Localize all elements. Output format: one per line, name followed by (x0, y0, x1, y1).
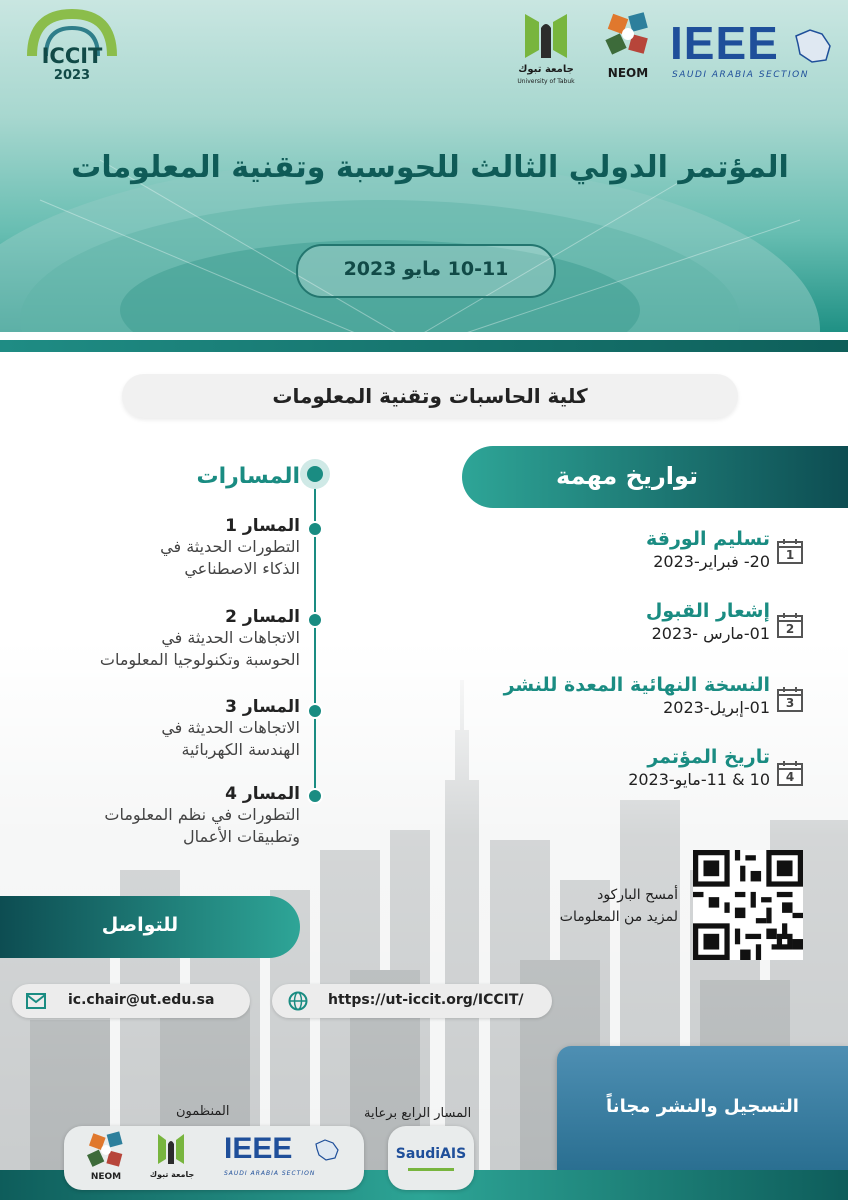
timeline-dot (307, 521, 323, 537)
track-desc-line2: وتطبيقات الأعمال (183, 827, 300, 846)
qr-caption (500, 884, 678, 928)
free-registration-text: التسجيل والنشر مجاناً (606, 1096, 799, 1117)
track-desc-line2: الحوسبة وتكنولوجيا المعلومات (99, 650, 300, 669)
conference-dates: 10-11 مايو 2023 (343, 258, 509, 280)
calendar-icon (777, 686, 803, 712)
email-pill[interactable] (12, 984, 250, 1018)
neom-emblem-icon (86, 1130, 126, 1170)
sponsor-name: SaudiAIS (395, 1146, 467, 1162)
timeline-dot (307, 612, 323, 628)
tabuk-logo-arabic: جامعة تبوك (518, 64, 574, 75)
timeline-start-dot (300, 459, 330, 489)
date-item-title: إشعار القبول (645, 600, 770, 622)
organizers-logos (64, 1126, 364, 1190)
qr-code[interactable] (693, 850, 803, 960)
email-link[interactable]: ic.chair@ut.edu.sa (68, 992, 215, 1008)
contact-header (0, 896, 300, 958)
date-item-conference (470, 746, 770, 789)
calendar-number: 3 (785, 696, 795, 710)
track-name: المسار 2 (225, 607, 300, 627)
contact-heading: للتواصل (101, 914, 179, 936)
track-desc-line1: الاتجاهات الحديثة في (161, 718, 300, 737)
track-item-3 (0, 697, 300, 761)
calendar-number: 1 (785, 548, 795, 562)
important-dates-header (462, 446, 848, 508)
footer-ieee-section: SAUDI ARABIA SECTION (224, 1170, 316, 1177)
calendar-icon (777, 612, 803, 638)
calendar-number: 2 (785, 622, 795, 636)
calendar-icon (777, 760, 803, 786)
college-name-pill (122, 374, 738, 418)
date-item-title: تاريخ المؤتمر (647, 746, 770, 768)
qr-caption-line1: أمسح الباركود (597, 887, 678, 903)
tabuk-emblem-icon (521, 10, 571, 62)
track-name: المسار 1 (225, 516, 300, 536)
tracks-heading: المسارات (196, 464, 300, 489)
iccit-logo-name: ICCIT (41, 44, 103, 68)
iccit-logo (22, 8, 122, 83)
sponsor-logo-box (388, 1126, 474, 1190)
track-desc-line2: الهندسة الكهربائية (181, 740, 300, 759)
date-item-date: 01-مارس -2023 (651, 624, 770, 643)
date-item-title: تسليم الورقة (646, 528, 770, 550)
ieee-logo-section: SAUDI ARABIA SECTION (672, 70, 809, 80)
track-desc-line1: التطورات الحديثة في (160, 537, 300, 556)
free-registration-banner (557, 1046, 848, 1170)
sponsor-label: المسار الرابع برعاية (364, 1106, 472, 1121)
track-item-2 (0, 607, 300, 671)
date-item-camera-ready (470, 674, 770, 717)
conference-title: المؤتمر الدولي الثالث للحوسبة وتقنية المعلومات (71, 150, 789, 185)
organizers-label: المنظمون (176, 1104, 230, 1119)
date-item-acceptance (470, 600, 770, 643)
tabuk-emblem-icon (156, 1132, 186, 1166)
track-desc-line1: الاتجاهات الحديثة في (161, 628, 300, 647)
date-item-date: 10 & 11-مايو-2023 (628, 770, 770, 789)
track-item-4 (0, 784, 300, 848)
track-name: المسار 3 (225, 697, 300, 717)
important-dates-heading: تواريخ مهمة (555, 462, 699, 490)
globe-icon (288, 991, 308, 1011)
neom-logo-name: NEOM (607, 66, 649, 80)
tabuk-logo-english: University of Tabuk (517, 78, 575, 85)
ieee-logo (670, 18, 840, 84)
conference-dates-pill (296, 244, 556, 298)
tabuk-logo (514, 10, 578, 88)
teal-stripe (0, 340, 848, 352)
date-item-date: 20- فبراير-2023 (653, 552, 770, 571)
track-desc-line2: الذكاء الاصطناعي (184, 559, 300, 578)
date-item-date: 01-إبريل-2023 (663, 698, 770, 717)
email-icon (26, 993, 46, 1009)
saudi-map-icon (314, 1138, 340, 1162)
website-pill[interactable] (272, 984, 552, 1018)
ieee-logo-name: IEEE (670, 17, 779, 69)
track-name: المسار 4 (225, 784, 300, 804)
hero-banner (0, 0, 848, 335)
footer-ieee-name: IEEE (224, 1132, 293, 1165)
calendar-icon (777, 538, 803, 564)
iccit-logo-year: 2023 (53, 68, 91, 83)
website-link[interactable]: https://ut-iccit.org/ICCIT/ (328, 992, 524, 1008)
hero-divider (0, 332, 848, 340)
track-desc-line1: التطورات في نظم المعلومات (104, 805, 300, 824)
qr-caption-line2: لمزيد من المعلومات (559, 909, 678, 925)
neom-emblem-icon (604, 10, 652, 60)
saudi-map-icon (792, 26, 834, 66)
date-item-submission (470, 528, 770, 571)
sponsor-underline (408, 1168, 454, 1171)
timeline-dot (307, 788, 323, 804)
college-name: كلية الحاسبات وتقنية المعلومات (272, 384, 588, 408)
calendar-number: 4 (785, 770, 795, 784)
neom-logo (596, 10, 660, 82)
footer-neom-name: NEOM (90, 1172, 122, 1182)
track-item-1 (0, 516, 300, 580)
date-item-title: النسخة النهائية المعدة للنشر (503, 674, 770, 696)
timeline-dot (307, 703, 323, 719)
footer-tabuk-name: جامعة تبوك (149, 1170, 195, 1179)
